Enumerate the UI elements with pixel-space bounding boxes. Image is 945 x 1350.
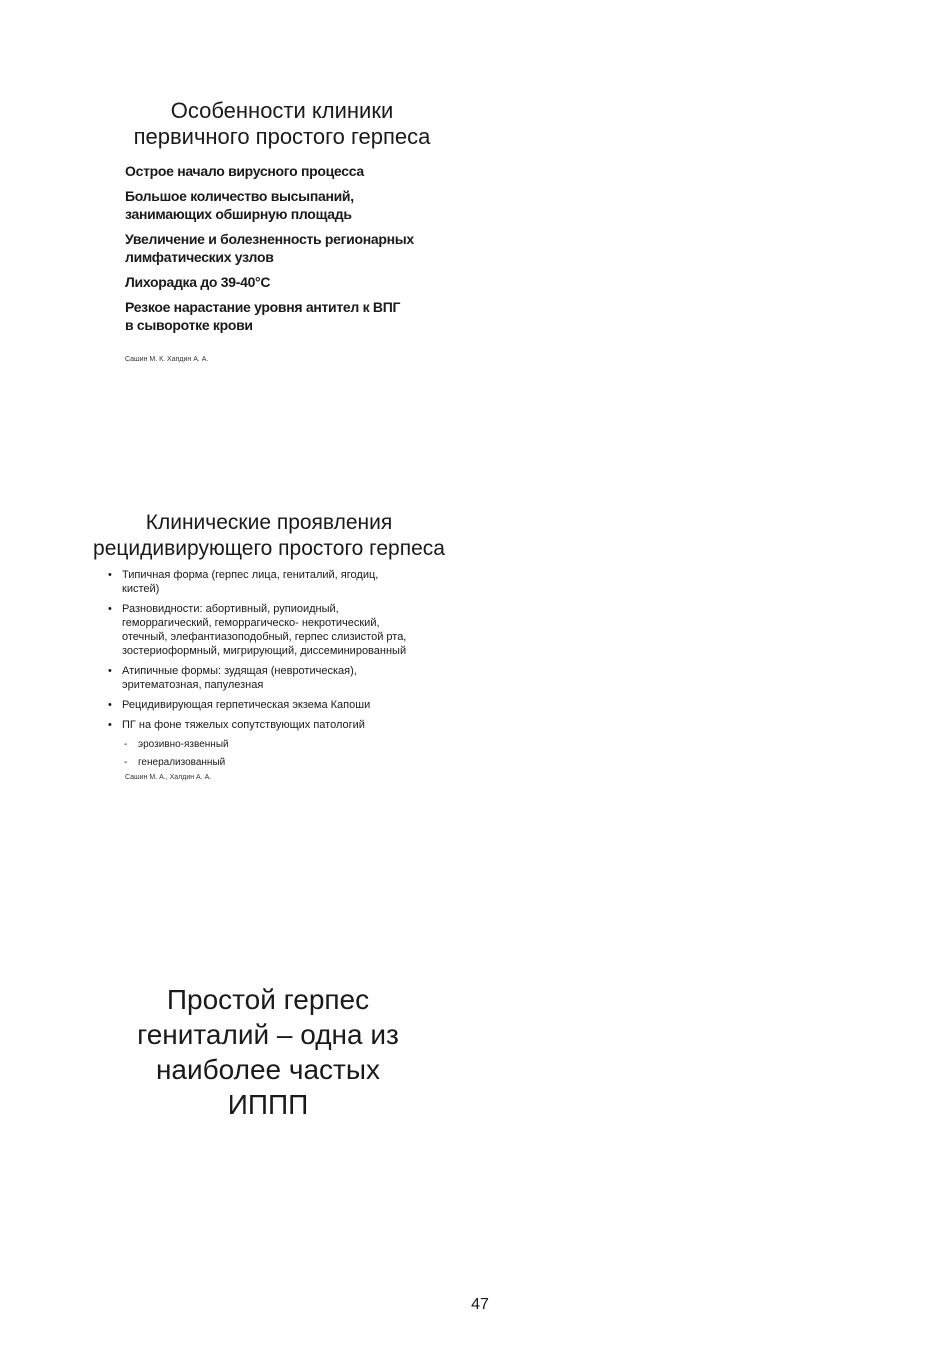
slide-primary-herpes <box>100 98 460 363</box>
list-item: • Рецидивирующая герпетическая экзема Капоши <box>108 698 454 712</box>
slide-point: Острое начало вирусного процесса <box>125 163 364 179</box>
slide-point: Увеличение и болезненность регионарных лимфатических узлов <box>125 231 414 265</box>
list-item: • Атипичные формы: зудящая (невротическая), эритематозная, папулезная <box>108 664 454 692</box>
sub-list-item: - эрозивно-язвенный <box>124 738 454 751</box>
slide-recurrent-herpes <box>84 510 454 781</box>
list-item: • Разновидности: абортивный, рупиоидный, геморрагический, геморрагическо- некротический, отечный, элефантиазоподобный, герпес слизистой рта, зостериоформный, мигрирующий, диссеминированный <box>108 602 454 658</box>
slide-point: Большое количество высыпаний, занимающих обширную площадь <box>125 188 354 222</box>
slide-citation: Сашин М. А., Халдин А. А. <box>125 774 212 781</box>
bullet-list <box>84 568 454 732</box>
slide-title: Клинические проявления рецидивирующего простого герпеса <box>93 511 445 560</box>
slide-point: Лихорадка до 39-40°С <box>125 274 271 290</box>
sub-list-item: - генерализованный <box>124 756 454 769</box>
list-item: • ПГ на фоне тяжелых сопутствующих патологий <box>108 718 454 732</box>
sub-list <box>84 738 454 769</box>
list-item: • Типичная форма (герпес лица, гениталий, ягодиц, кистей) <box>108 568 454 596</box>
slide-statement: Простой герпес гениталий – одна из наиболее частых ИППП <box>137 984 399 1120</box>
slide-title: Особенности клиники первичного простого герпеса <box>133 98 431 149</box>
slide-point: Резкое нарастание уровня антител к ВПГ в сыворотке крови <box>125 299 401 333</box>
slide-citation: Сашин М. К. Хапдин А. А. <box>125 356 209 363</box>
slide-genital-herpes <box>90 982 446 1122</box>
page-number: 47 <box>471 1296 489 1313</box>
